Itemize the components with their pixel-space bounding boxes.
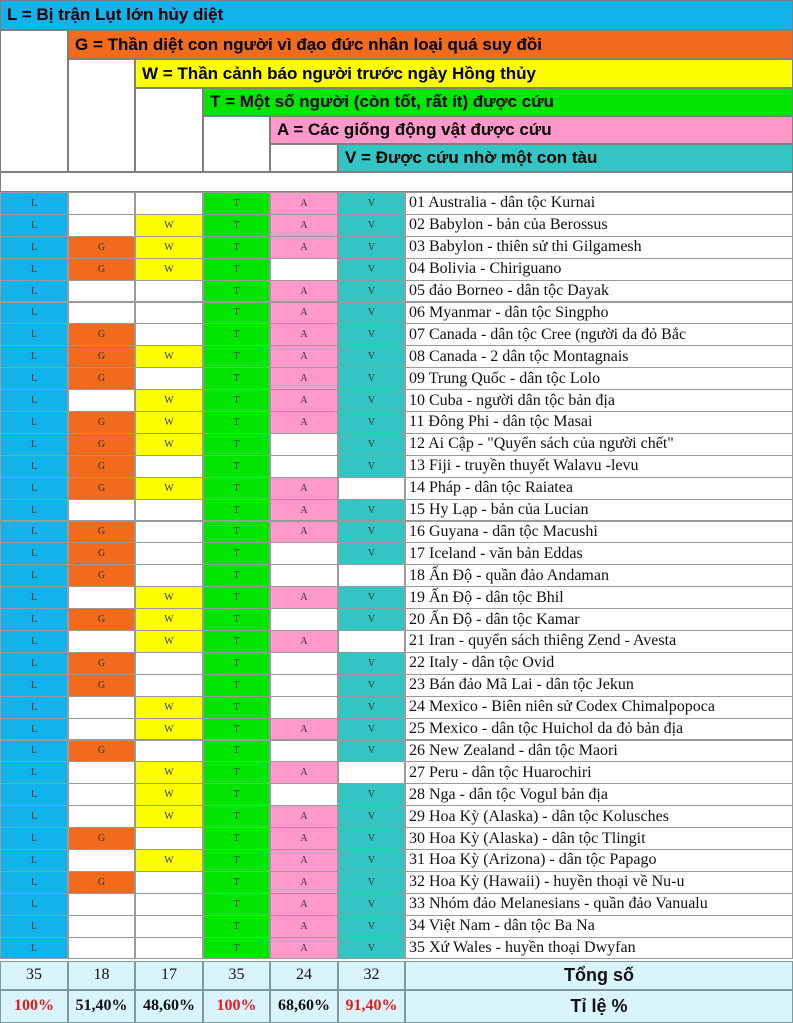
cell-w: W (135, 608, 203, 631)
cell-v (338, 477, 405, 500)
cell-a: A (270, 805, 338, 828)
cell-l: L (0, 718, 68, 741)
table-row-name: 23 Bán đảo Mã Lai - dân tộc Jekun (405, 674, 793, 697)
cell-a: A (270, 849, 338, 872)
cell-l: L (0, 499, 68, 522)
total-t: 35 (203, 961, 270, 990)
cell-g: G (68, 258, 135, 281)
cell-v: V (338, 696, 405, 719)
cell-g (68, 718, 135, 741)
cell-w: W (135, 433, 203, 456)
cell-t: T (203, 718, 270, 741)
total-v: 32 (338, 961, 405, 990)
table-row-name: 01 Australia - dân tộc Kurnai (405, 192, 793, 215)
total-l: 35 (0, 961, 68, 990)
cell-l: L (0, 740, 68, 763)
cell-g (68, 696, 135, 719)
cell-t: T (203, 258, 270, 281)
cell-g: G (68, 433, 135, 456)
cell-a: A (270, 915, 338, 938)
cell-a (270, 542, 338, 565)
cell-t: T (203, 893, 270, 916)
cell-v (338, 630, 405, 653)
cell-w (135, 499, 203, 522)
cell-l: L (0, 783, 68, 806)
cell-w: W (135, 805, 203, 828)
cell-w (135, 893, 203, 916)
table-row-name: 05 đảo Borneo - dân tộc Dayak (405, 280, 793, 303)
cell-g (68, 499, 135, 522)
cell-w (135, 455, 203, 478)
legend-a: A = Các giống động vật được cứu (270, 116, 793, 144)
table-row-name: 04 Bolivia - Chiriguano (405, 258, 793, 281)
cell-l: L (0, 564, 68, 587)
cell-l: L (0, 761, 68, 784)
cell-g: G (68, 542, 135, 565)
table-row-name: 21 Iran - quyển sách thiêng Zend - Avesta (405, 630, 793, 653)
cell-t: T (203, 323, 270, 346)
table-row-name: 12 Ai Cập - "Quyển sách của người chết" (405, 433, 793, 456)
table-row-name: 15 Hy Lạp - bản của Lucian (405, 499, 793, 522)
cell-l: L (0, 258, 68, 281)
cell-g (68, 937, 135, 960)
cell-v: V (338, 323, 405, 346)
cell-l: L (0, 652, 68, 675)
cell-w (135, 367, 203, 390)
cell-g (68, 805, 135, 828)
cell-t: T (203, 696, 270, 719)
cell-w: W (135, 411, 203, 434)
cell-l: L (0, 805, 68, 828)
percent-v: 91,40% (338, 990, 405, 1023)
cell-t: T (203, 564, 270, 587)
total-a: 24 (270, 961, 338, 990)
cell-v: V (338, 586, 405, 609)
cell-g (68, 280, 135, 303)
table-row-name: 19 Ấn Độ - dân tộc Bhil (405, 586, 793, 609)
table-row-name: 11 Đông Phi - dân tộc Masai (405, 411, 793, 434)
cell-g (68, 214, 135, 237)
cell-g: G (68, 674, 135, 697)
cell-t: T (203, 302, 270, 325)
percent-label: Tỉ lệ % (405, 990, 793, 1023)
cell-v: V (338, 345, 405, 368)
cell-w (135, 521, 203, 544)
cell-l: L (0, 893, 68, 916)
cell-t: T (203, 652, 270, 675)
cell-t: T (203, 674, 270, 697)
legend-spacer (0, 30, 68, 172)
cell-v: V (338, 192, 405, 215)
cell-t: T (203, 630, 270, 653)
cell-v: V (338, 849, 405, 872)
percent-l: 100% (0, 990, 68, 1023)
cell-w: W (135, 761, 203, 784)
cell-a (270, 564, 338, 587)
cell-g: G (68, 871, 135, 894)
table-row-name: 08 Canada - 2 dân tộc Montagnais (405, 345, 793, 368)
table-row-name: 35 Xứ Wales - huyền thoại Dwyfan (405, 937, 793, 960)
cell-v: V (338, 455, 405, 478)
cell-a: A (270, 586, 338, 609)
cell-v (338, 564, 405, 587)
cell-a: A (270, 630, 338, 653)
cell-v: V (338, 214, 405, 237)
cell-l: L (0, 367, 68, 390)
cell-t: T (203, 827, 270, 850)
legend-spacer (270, 144, 338, 172)
cell-g: G (68, 236, 135, 259)
cell-t: T (203, 608, 270, 631)
cell-a (270, 652, 338, 675)
cell-a: A (270, 761, 338, 784)
cell-l: L (0, 433, 68, 456)
cell-t: T (203, 192, 270, 215)
cell-g (68, 302, 135, 325)
table-row-name: 02 Babylon - bản của Berossus (405, 214, 793, 237)
cell-a: A (270, 718, 338, 741)
cell-a (270, 455, 338, 478)
cell-l: L (0, 542, 68, 565)
table-row-name: 07 Canada - dân tộc Cree (người da đỏ Bắc (405, 323, 793, 346)
table-row-name: 29 Hoa Kỳ (Alaska) - dân tộc Kolusches (405, 805, 793, 828)
cell-g: G (68, 564, 135, 587)
legend-w: W = Thần cảnh báo người trước ngày Hồng thủy (135, 59, 793, 88)
cell-g (68, 915, 135, 938)
cell-w: W (135, 214, 203, 237)
cell-t: T (203, 280, 270, 303)
cell-t: T (203, 389, 270, 412)
cell-t: T (203, 477, 270, 500)
cell-g: G (68, 367, 135, 390)
cell-t: T (203, 367, 270, 390)
cell-l: L (0, 455, 68, 478)
cell-v: V (338, 258, 405, 281)
table-row-name: 34 Việt Nam - dân tộc Ba Na (405, 915, 793, 938)
cell-t: T (203, 783, 270, 806)
cell-a: A (270, 192, 338, 215)
cell-a (270, 258, 338, 281)
cell-v: V (338, 302, 405, 325)
table-row-name: 20 Ấn Độ - dân tộc Kamar (405, 608, 793, 631)
cell-g: G (68, 652, 135, 675)
table-row-name: 30 Hoa Kỳ (Alaska) - dân tộc Tlingit (405, 827, 793, 850)
cell-l: L (0, 389, 68, 412)
cell-l: L (0, 586, 68, 609)
cell-g (68, 849, 135, 872)
cell-w (135, 937, 203, 960)
percent-t: 100% (203, 990, 270, 1023)
legend-v: V = Được cứu nhờ một con tàu (338, 144, 793, 172)
cell-v: V (338, 367, 405, 390)
cell-w: W (135, 849, 203, 872)
table-row-name: 13 Fiji - truyền thuyết Walavu -levu (405, 455, 793, 478)
table-row-name: 16 Guyana - dân tộc Macushi (405, 521, 793, 544)
cell-g: G (68, 521, 135, 544)
cell-w (135, 192, 203, 215)
total-g: 18 (68, 961, 135, 990)
cell-l: L (0, 477, 68, 500)
cell-w (135, 564, 203, 587)
cell-t: T (203, 586, 270, 609)
legend-g: G = Thần diệt con người vì đạo đức nhân loại quá suy đồi (68, 30, 793, 59)
cell-a: A (270, 521, 338, 544)
cell-l: L (0, 696, 68, 719)
cell-t: T (203, 411, 270, 434)
legend-l: L = Bị trận Lụt lớn hủy diệt (0, 0, 793, 30)
cell-l: L (0, 521, 68, 544)
cell-a (270, 608, 338, 631)
cell-w (135, 827, 203, 850)
table-row-name: 33 Nhóm đảo Melanesians - quần đảo Vanualu (405, 893, 793, 916)
cell-t: T (203, 915, 270, 938)
cell-l: L (0, 871, 68, 894)
cell-l: L (0, 302, 68, 325)
header-gap (0, 172, 793, 192)
cell-v: V (338, 280, 405, 303)
cell-v: V (338, 871, 405, 894)
cell-v: V (338, 521, 405, 544)
table-row-name: 09 Trung Quốc - dân tộc Lolo (405, 367, 793, 390)
cell-a (270, 433, 338, 456)
cell-t: T (203, 236, 270, 259)
legend-spacer (68, 59, 135, 172)
cell-w: W (135, 345, 203, 368)
table-row-name: 14 Pháp - dân tộc Raiatea (405, 477, 793, 500)
cell-v: V (338, 937, 405, 960)
total-label: Tổng số (405, 961, 793, 990)
cell-v: V (338, 827, 405, 850)
cell-g: G (68, 477, 135, 500)
cell-a: A (270, 499, 338, 522)
cell-v: V (338, 499, 405, 522)
table-row-name: 24 Mexico - Biên niên sử Codex Chimalpopoca (405, 696, 793, 719)
cell-t: T (203, 849, 270, 872)
cell-v: V (338, 542, 405, 565)
cell-w: W (135, 630, 203, 653)
cell-g: G (68, 455, 135, 478)
cell-l: L (0, 849, 68, 872)
cell-t: T (203, 937, 270, 960)
cell-v: V (338, 608, 405, 631)
percent-g: 51,40% (68, 990, 135, 1023)
cell-l: L (0, 827, 68, 850)
cell-l: L (0, 608, 68, 631)
legend-t: T = Một số người (còn tốt, rất ít) được cứu (203, 88, 793, 116)
cell-a: A (270, 827, 338, 850)
cell-a: A (270, 937, 338, 960)
cell-w: W (135, 389, 203, 412)
cell-a: A (270, 236, 338, 259)
cell-t: T (203, 805, 270, 828)
cell-w (135, 915, 203, 938)
table-row-name: 18 Ấn Độ - quần đảo Andaman (405, 564, 793, 587)
cell-v: V (338, 915, 405, 938)
cell-a (270, 783, 338, 806)
cell-t: T (203, 542, 270, 565)
cell-v: V (338, 433, 405, 456)
cell-t: T (203, 871, 270, 894)
cell-l: L (0, 214, 68, 237)
cell-w: W (135, 236, 203, 259)
table-row-name: 27 Peru - dân tộc Huarochiri (405, 761, 793, 784)
table-row-name: 32 Hoa Kỳ (Hawaii) - huyền thoại về Nu-u (405, 871, 793, 894)
cell-w (135, 740, 203, 763)
cell-l: L (0, 280, 68, 303)
cell-w: W (135, 696, 203, 719)
cell-a: A (270, 280, 338, 303)
cell-a: A (270, 871, 338, 894)
cell-t: T (203, 521, 270, 544)
cell-l: L (0, 192, 68, 215)
table-row-name: 25 Mexico - dân tộc Huichol da đỏ bản địa (405, 718, 793, 741)
cell-w (135, 302, 203, 325)
cell-v: V (338, 893, 405, 916)
percent-w: 48,60% (135, 990, 203, 1023)
cell-w: W (135, 586, 203, 609)
cell-w: W (135, 783, 203, 806)
cell-w: W (135, 718, 203, 741)
legend-spacer (203, 116, 270, 172)
cell-g (68, 783, 135, 806)
cell-w: W (135, 477, 203, 500)
table-row-name: 10 Cuba - người dân tộc bản địa (405, 389, 793, 412)
cell-v: V (338, 652, 405, 675)
cell-l: L (0, 630, 68, 653)
cell-a (270, 696, 338, 719)
table-row-name: 26 New Zealand - dân tộc Maori (405, 740, 793, 763)
cell-t: T (203, 345, 270, 368)
cell-w (135, 323, 203, 346)
cell-w: W (135, 258, 203, 281)
cell-v: V (338, 236, 405, 259)
cell-w (135, 871, 203, 894)
cell-a: A (270, 477, 338, 500)
cell-a: A (270, 323, 338, 346)
cell-a: A (270, 389, 338, 412)
cell-w (135, 280, 203, 303)
table-row-name: 06 Myanmar - dân tộc Singpho (405, 302, 793, 325)
table-row-name: 17 Iceland - văn bản Eddas (405, 542, 793, 565)
cell-t: T (203, 740, 270, 763)
cell-g (68, 192, 135, 215)
cell-w (135, 542, 203, 565)
cell-t: T (203, 761, 270, 784)
cell-v: V (338, 718, 405, 741)
cell-g (68, 389, 135, 412)
cell-v: V (338, 674, 405, 697)
cell-l: L (0, 937, 68, 960)
cell-g (68, 586, 135, 609)
table-row-name: 31 Hoa Kỳ (Arizona) - dân tộc Papago (405, 849, 793, 872)
cell-t: T (203, 455, 270, 478)
cell-l: L (0, 323, 68, 346)
table-row-name: 28 Nga - dân tộc Vogul bản địa (405, 783, 793, 806)
cell-t: T (203, 499, 270, 522)
cell-w (135, 674, 203, 697)
cell-w (135, 652, 203, 675)
table-row-name: 22 Italy - dân tộc Ovid (405, 652, 793, 675)
cell-a (270, 674, 338, 697)
total-w: 17 (135, 961, 203, 990)
cell-v: V (338, 389, 405, 412)
cell-a (270, 740, 338, 763)
cell-g: G (68, 740, 135, 763)
cell-g: G (68, 411, 135, 434)
cell-a: A (270, 302, 338, 325)
legend-spacer (135, 88, 203, 172)
cell-g: G (68, 345, 135, 368)
cell-a: A (270, 367, 338, 390)
cell-t: T (203, 433, 270, 456)
cell-g (68, 630, 135, 653)
cell-l: L (0, 674, 68, 697)
cell-t: T (203, 214, 270, 237)
cell-v (338, 761, 405, 784)
cell-v: V (338, 805, 405, 828)
cell-g: G (68, 827, 135, 850)
cell-a: A (270, 345, 338, 368)
cell-v: V (338, 740, 405, 763)
cell-g (68, 761, 135, 784)
cell-a: A (270, 214, 338, 237)
cell-g: G (68, 608, 135, 631)
cell-g (68, 893, 135, 916)
cell-v: V (338, 783, 405, 806)
cell-l: L (0, 236, 68, 259)
cell-a: A (270, 411, 338, 434)
table-row-name: 03 Babylon - thiên sử thi Gilgamesh (405, 236, 793, 259)
cell-l: L (0, 345, 68, 368)
cell-l: L (0, 411, 68, 434)
cell-v: V (338, 411, 405, 434)
cell-l: L (0, 915, 68, 938)
percent-a: 68,60% (270, 990, 338, 1023)
cell-a: A (270, 893, 338, 916)
cell-g: G (68, 323, 135, 346)
